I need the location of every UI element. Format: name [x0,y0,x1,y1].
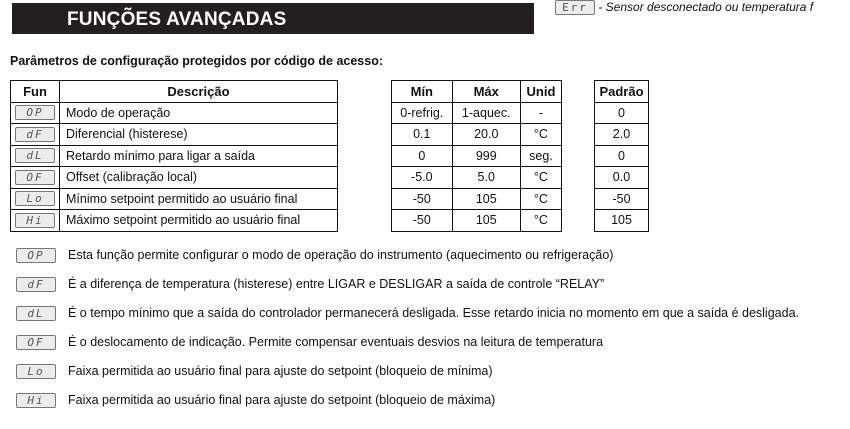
table-row [392,188,562,210]
display-code: OP [16,248,56,263]
table-row [595,102,649,124]
table-row [595,145,649,167]
code-cell [11,145,60,167]
unit-cell: °C [520,124,561,146]
display-code: OF [15,170,55,185]
note-item [14,246,850,275]
default-table [594,80,649,232]
note-text: Faixa permitida ao usuário final para ajuste do setpoint (bloqueio de mínima) [68,364,493,378]
code-cell [11,167,60,189]
error-note-text: - Sensor desconectado ou temperatura f [598,0,814,14]
note-item [14,391,850,420]
default-cell: 2.0 [595,124,649,146]
max-cell: 5.0 [452,167,520,189]
table-row [11,145,338,167]
note-text: Esta função permite configurar o modo de operação do instrumento (aquecimento ou refrigeração) [68,248,614,262]
table-row [595,167,649,189]
display-code: OF [16,335,56,350]
display-code: dL [16,306,56,321]
min-cell: 0 [392,145,453,167]
default-cell: 0.0 [595,167,649,189]
min-cell: -50 [392,188,453,210]
display-code: Hi [15,213,55,228]
max-cell: 999 [452,145,520,167]
table-row [392,167,562,189]
col-header-descricao: Descrição [60,81,338,103]
description-cell: Modo de operação [60,102,338,124]
col-header-fun: Fun [11,81,60,103]
note-item [14,362,850,391]
table-row [11,102,338,124]
unit-cell: °C [520,210,561,232]
note-item [14,304,850,333]
display-code: OP [15,105,55,120]
table-row [11,188,338,210]
col-header-min: Mín [392,81,453,103]
unit-cell: seg. [520,145,561,167]
display-code: Hi [16,393,56,408]
note-item [14,275,850,304]
code-cell [11,210,60,232]
err-display-code: Err [555,0,595,15]
default-cell: 0 [595,102,649,124]
max-cell: 20.0 [452,124,520,146]
description-cell: Diferencial (histerese) [60,124,338,146]
table-row [392,124,562,146]
table-row [595,124,649,146]
note-text: É o tempo mínimo que a saída do controlador permanecerá desligada. Esse retardo inicia no momento em que a saída é desligada. [68,306,799,320]
page-title: FUNÇÕES AVANÇADAS [67,9,287,30]
min-cell: -50 [392,210,453,232]
code-cell [11,124,60,146]
max-cell: 1-aquec. [452,102,520,124]
range-table-header [392,81,562,103]
table-row [595,210,649,232]
table-row [11,167,338,189]
unit-cell: - [520,102,561,124]
max-cell: 105 [452,210,520,232]
description-cell: Máximo setpoint permitido ao usuário final [60,210,338,232]
default-cell: 0 [595,145,649,167]
note-item [14,333,850,362]
code-cell [11,188,60,210]
table-row [11,124,338,146]
description-cell: Offset (calibração local) [60,167,338,189]
default-table-header [595,81,649,103]
note-text: É o deslocamento de indicação. Permite compensar eventuais desvios na leitura de temperatura [68,335,604,349]
min-cell: -5.0 [392,167,453,189]
function-table-header [11,81,338,103]
table-row [392,210,562,232]
display-code: Lo [15,191,55,206]
note-text: Faixa permitida ao usuário final para ajuste do setpoint (bloqueio de máxima) [68,393,496,407]
default-cell: 105 [595,210,649,232]
table-row [595,188,649,210]
col-header-padrao: Padrão [595,81,649,103]
min-cell: 0-refrig. [392,102,453,124]
description-cell: Mínimo setpoint permitido ao usuário final [60,188,338,210]
display-code: Lo [16,364,56,379]
table-row [11,210,338,232]
default-cell: -50 [595,188,649,210]
header-bar [12,3,534,34]
max-cell: 105 [452,188,520,210]
range-table [391,80,562,232]
unit-cell: °C [520,188,561,210]
unit-cell: °C [520,167,561,189]
display-code: dL [15,148,55,163]
code-cell [11,102,60,124]
notes-list [14,246,850,420]
display-code: dF [15,127,55,142]
display-code: dF [16,277,56,292]
col-header-max: Máx [452,81,520,103]
col-header-unid: Unid [520,81,561,103]
section-subtitle: Parâmetros de configuração protegidos por código de acesso: [10,54,383,68]
description-cell: Retardo mínimo para ligar a saída [60,145,338,167]
table-row [392,102,562,124]
error-note [555,0,813,15]
min-cell: 0.1 [392,124,453,146]
note-text: É a diferença de temperatura (histerese) entre LIGAR e DESLIGAR a saída de controle “RELAY” [68,277,605,291]
function-table [10,80,338,232]
table-row [392,145,562,167]
